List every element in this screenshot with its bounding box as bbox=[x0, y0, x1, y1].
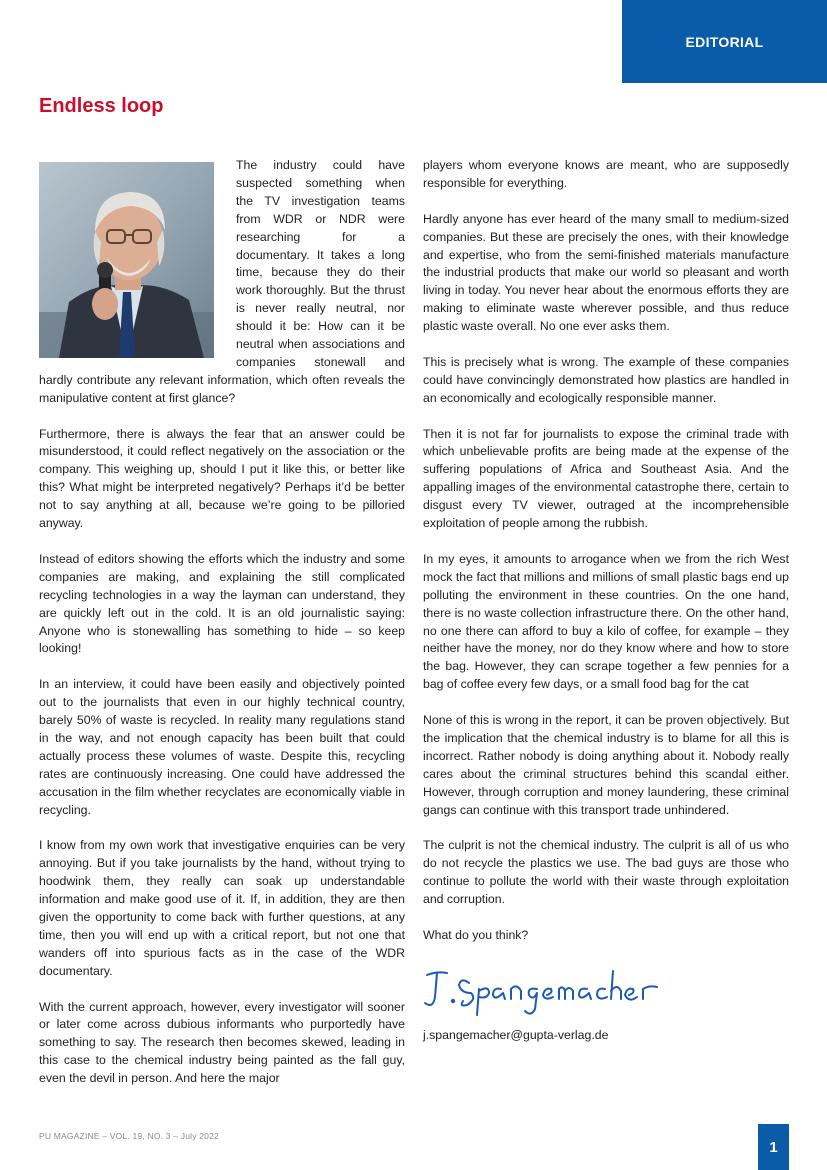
publication-info: PU MAGAZINE – VOL. 19, NO. 3 – July 2022 bbox=[39, 1131, 219, 1141]
section-label: EDITORIAL bbox=[622, 0, 827, 83]
author-email[interactable]: j.spangemacher@gupta-verlag.de bbox=[423, 1027, 609, 1042]
portrait-photo-icon bbox=[39, 162, 214, 358]
article-left-column bbox=[39, 157, 405, 1106]
paragraph: In my eyes, it amounts to arrogance when we from the rich West mock the fact that millions and millions of small plastic bags end up polluting the environment in these countries. On the one hand, there is no waste collection infrastructure there. On the other hand, no one there can afford to buy a kilo of coffee, for example – they neither have the money, nor do they know where and how to store the bag. However, they can scrape together a few pennies for a bag of coffee every few days, or a small food bag for the cat bbox=[423, 551, 789, 692]
signature bbox=[423, 963, 789, 1019]
author-photo bbox=[39, 162, 214, 358]
paragraph: Hardly anyone has ever heard of the many small to medium-sized companies. But these are precisely the ones, with their knowledge and expertise, who from the semi-finished materials manufacture the industrial products that make our world so pleasant and worth living in today. You never hear about the enormous efforts they are making to eliminate waste wherever possible, and thus reduce plastic waste overall. No one ever asks them. bbox=[423, 211, 789, 334]
paragraph: The industry could have suspected something when the TV investigation teams from WDR or NDR were researching for a documentary. It takes a long time, because they do their work thoroughly. But the thrust is never really neutral, nor should it be: How can it be neutral when associations and companies stonewall and hardly contribute any relevant information, which often reveals the manipulative content at first glance? bbox=[39, 158, 405, 405]
paragraph: Instead of editors showing the efforts which the industry and some companies are making, and explaining the still complicated recycling technologies in a way the layman can understand, they are quickly left out in the cold. It is an old journalistic saying: Anyone who is stonewalling has something to hide – so keep looking! bbox=[39, 551, 405, 656]
paragraph: With the current approach, however, every investigator will sooner or later come across dubious informants who purportedly have something to say. The research then becomes skewed, leading in this case to the chemical industry being painted as the fall guy, even the devil in person. And here the major bbox=[39, 999, 405, 1086]
paragraph: players whom everyone knows are meant, who are supposedly responsible for everything. bbox=[423, 158, 789, 190]
paragraph: I know from my own work that investigative enquiries can be very annoying. But if you take journalists by the hand, without trying to hoodwink them, they really can soak up understandable information and make good use of it. If, in addition, they are then given the opportunity to come back with further questions, at any time, then you will end up with a critical report, but not one that wanders off into spurious facts as in the case of the WDR documentary. bbox=[39, 838, 405, 978]
paragraph: None of this is wrong in the report, it can be proven objectively. But the implication that the chemical industry is to blame for all this is incorrect. Rather nobody is doing anything about it. Nobody really cares about the criminal structures behind this scandal either. However, through corruption and money laundering, these criminal gangs can continue with this transport trade unhindered. bbox=[423, 713, 789, 817]
article-right-column bbox=[423, 157, 789, 1045]
closing-question: What do you think? bbox=[423, 927, 529, 942]
paragraph: Then it is not far for journalists to expose the criminal trade with which unbelievable profits are being made at the expense of the suffering populations of Africa and Southeast Asia. And the appalling images of the environmental catastrophe there, certain to disgust every TV viewer, outraged at the incomprehensible exploitation of people among the rubbish. bbox=[423, 426, 789, 531]
paragraph: Furthermore, there is always the fear that an answer could be misunderstood, it could reflect negatively on the association or the company. This weighing up, should I put it like this, or better like this? What might be interpreted negatively? Perhaps it’d be better not to say anything at all, because we’re going to be pilloried anyway. bbox=[39, 426, 405, 531]
article-title: Endless loop bbox=[39, 95, 164, 117]
paragraph: In an interview, it could have been easily and objectively pointed out to the journalists that even in our highly technical country, barely 50% of waste is recycled. In reality many regulations stand in the way, and not enough capacity has been built that could actually process these volumes of waste. Despite this, recycling rates are continuously increasing. One could have addressed the accusation in the film whether recyclates are economically viable in recycling. bbox=[39, 677, 405, 817]
paragraph: This is precisely what is wrong. The example of these companies could have convincingly demonstrated how plastics are handled in an economically and ecologically responsible manner. bbox=[423, 354, 789, 405]
paragraph: The culprit is not the chemical industry. The culprit is all of us who do not recycle the plastics we use. The bad guys are those who continue to pollute the world with their waste through exploitation and corruption. bbox=[423, 838, 789, 907]
signature-icon bbox=[423, 963, 663, 1019]
page-number: 1 bbox=[758, 1124, 789, 1170]
